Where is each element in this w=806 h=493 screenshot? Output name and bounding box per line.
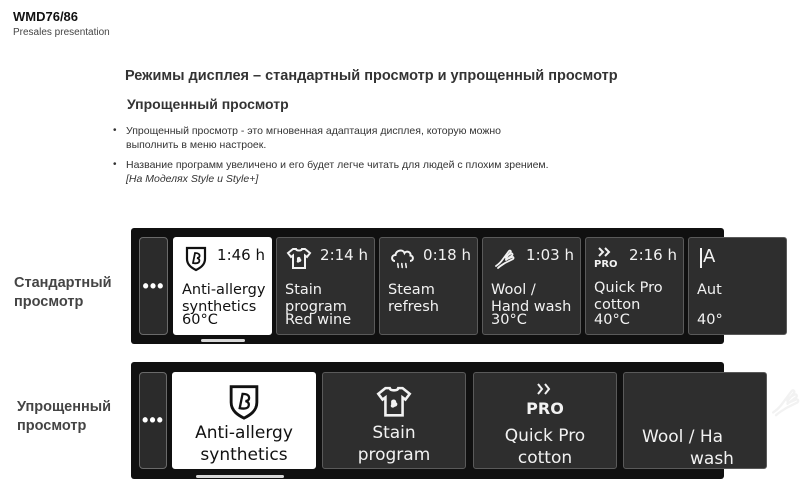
standard-view-label: Стандартный просмотр bbox=[14, 275, 112, 310]
program-tile-quick-pro[interactable] bbox=[585, 237, 684, 335]
auto-program-icon bbox=[697, 244, 725, 272]
quick-pro-icon bbox=[594, 244, 622, 272]
program-time: 2:14 h bbox=[320, 246, 368, 264]
program-tile-steam[interactable] bbox=[379, 237, 478, 335]
stain-tshirt-icon bbox=[374, 381, 414, 421]
auto-letter: A bbox=[703, 246, 716, 267]
program-time: 1:03 h bbox=[526, 246, 574, 264]
wool-hand-icon bbox=[491, 244, 519, 272]
bullet-item: • Упрощенный просмотр - это мгновенная адаптация дисплея, которую можно выполнить в меню настроек. bbox=[113, 124, 543, 152]
program-name: Anti-allergy synthetics bbox=[182, 282, 266, 315]
pro-label: PRO bbox=[594, 259, 618, 270]
program-temperature: 60°C bbox=[182, 312, 218, 328]
program-tile-auto[interactable] bbox=[688, 237, 787, 335]
bullet-list bbox=[113, 124, 673, 192]
section-heading: Упрощенный просмотр bbox=[127, 96, 289, 112]
program-name: Stain program bbox=[357, 423, 431, 465]
program-name: Wool / Ha wash bbox=[642, 427, 734, 469]
program-temperature: 40°C bbox=[594, 312, 630, 328]
program-tile-anti-allergy[interactable] bbox=[172, 372, 316, 469]
program-tile-wool[interactable] bbox=[482, 237, 581, 335]
more-options-button[interactable]: ••• bbox=[139, 372, 167, 469]
program-name: Quick Pro cotton bbox=[504, 426, 586, 468]
quick-pro-icon bbox=[525, 381, 565, 421]
bullet-item: • Название программ увеличено и его будет легче читать для людей с плохим зрением. [На Моделях Style и Style+] bbox=[113, 158, 673, 186]
scroll-indicator bbox=[201, 339, 245, 342]
standard-view-display bbox=[131, 228, 724, 344]
simplified-view-label: Упрощенный просмотр bbox=[17, 399, 112, 434]
program-name: Wool / Hand wash bbox=[491, 282, 572, 315]
simplified-view-display bbox=[131, 362, 734, 479]
program-temperature: 40° bbox=[697, 312, 723, 328]
steam-cloud-icon bbox=[388, 244, 416, 272]
program-name: Stain program bbox=[285, 282, 347, 315]
program-tile-quick-pro[interactable] bbox=[473, 372, 617, 469]
program-tile-stain[interactable] bbox=[322, 372, 466, 469]
program-time: 0:18 h bbox=[423, 246, 471, 264]
program-tile-anti-allergy[interactable] bbox=[173, 237, 272, 335]
program-time: 2:16 h bbox=[629, 246, 677, 264]
pro-label: PRO bbox=[526, 399, 564, 418]
program-name: Anti-allergy synthetics bbox=[195, 423, 293, 465]
program-tile-stain[interactable] bbox=[276, 237, 375, 335]
slide-heading: Режимы дисплея – стандартный просмотр и упрощенный просмотр bbox=[125, 68, 618, 84]
bullet-note: [На Моделях Style и Style+] bbox=[126, 173, 259, 185]
more-options-button[interactable]: ••• bbox=[139, 237, 168, 335]
wool-hand-icon bbox=[766, 381, 806, 421]
doc-title: WMD76/86 bbox=[13, 9, 79, 24]
anti-allergy-shield-icon bbox=[224, 381, 264, 421]
program-name: Aut bbox=[697, 282, 722, 298]
program-tile-wool[interactable] bbox=[623, 372, 767, 469]
program-name: Steam refresh bbox=[388, 282, 439, 315]
doc-subtitle: Presales presentation bbox=[13, 27, 110, 38]
stain-tshirt-icon bbox=[285, 244, 313, 272]
program-temperature: 30°C bbox=[491, 312, 527, 328]
program-name: Quick Pro cotton bbox=[594, 280, 663, 313]
scroll-indicator bbox=[196, 475, 284, 478]
program-option: Red wine bbox=[285, 312, 352, 328]
program-time: 1:46 h bbox=[217, 246, 265, 264]
anti-allergy-shield-icon bbox=[182, 244, 210, 272]
